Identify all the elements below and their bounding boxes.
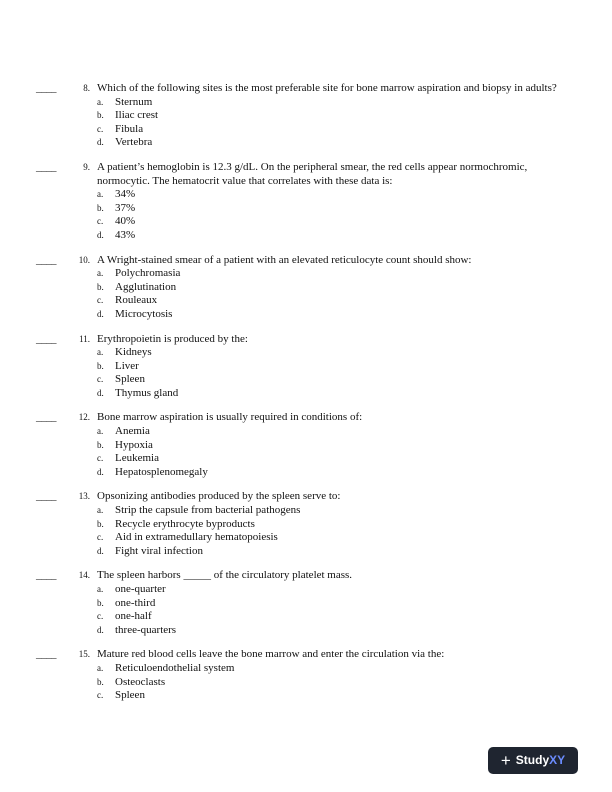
answer-blank: ____	[36, 332, 56, 345]
option-letter: a.	[97, 426, 104, 437]
option-letter: a.	[97, 662, 104, 673]
option-text: Spleen	[115, 689, 145, 702]
answer-option	[97, 597, 576, 611]
question-number: 11.	[79, 333, 90, 344]
option-letter: b.	[97, 676, 104, 687]
option-text: Fight viral infection	[115, 544, 203, 557]
option-text: Fibula	[115, 122, 144, 135]
question-stem: Erythropoietin is produced by the:	[97, 332, 248, 345]
option-letter: d.	[97, 137, 104, 148]
answer-option	[97, 136, 576, 150]
answer-blank: ____	[36, 569, 56, 582]
question-number: 8.	[83, 83, 90, 93]
option-text: 37%	[115, 201, 136, 214]
answer-option	[97, 109, 576, 123]
option-letter: c.	[97, 216, 104, 227]
question-stem: A Wright-stained smear of a patient with an elevated reticulocyte count should show:	[97, 253, 472, 266]
answer-option	[97, 676, 576, 690]
answer-option	[97, 360, 576, 374]
question-body	[97, 490, 576, 558]
option-letter: b.	[97, 518, 104, 529]
option-letter: a.	[97, 347, 104, 358]
question-item	[36, 490, 576, 558]
option-text: Osteoclasts	[115, 675, 166, 688]
question-number: 12.	[78, 412, 90, 423]
logo-brand-accent: XY	[549, 752, 566, 767]
option-text: Iliac crest	[115, 109, 159, 122]
question-stem: The spleen harbors _____ of the circulatory platelet mass.	[97, 569, 353, 582]
question-item	[36, 82, 576, 150]
question-item	[36, 161, 576, 243]
option-letter: b.	[97, 110, 104, 121]
logo-brand-main: Study	[515, 752, 550, 767]
answer-options	[97, 267, 576, 321]
option-text: Liver	[115, 359, 139, 372]
option-letter: b.	[97, 281, 104, 292]
question-body	[97, 411, 576, 479]
answer-blank: ____	[36, 411, 56, 424]
answer-option	[97, 267, 576, 281]
answer-blank: ____	[36, 82, 56, 94]
option-text: Agglutination	[115, 280, 177, 293]
answer-option	[97, 281, 576, 295]
option-text: one-third	[115, 596, 156, 609]
answer-option	[97, 610, 576, 624]
option-letter: c.	[97, 123, 104, 134]
answer-option	[97, 689, 576, 703]
question-body	[97, 161, 576, 243]
answer-option	[97, 545, 576, 559]
question-stem: A patient’s hemoglobin is 12.3 g/dL. On the peripheral smear, the red cells appear normochromic, normocytic. The hematocrit value that correlates with these data is:	[97, 160, 528, 187]
option-text: Sternum	[115, 95, 153, 108]
answer-option	[97, 202, 576, 216]
option-letter: d.	[97, 545, 104, 556]
answer-option	[97, 308, 576, 322]
answer-option	[97, 425, 576, 439]
answer-option	[97, 439, 576, 453]
option-text: Thymus gland	[115, 386, 179, 399]
option-letter: d.	[97, 308, 104, 319]
question-item	[36, 569, 576, 637]
answer-options	[97, 96, 576, 150]
question-stem: Opsonizing antibodies produced by the spleen serve to:	[97, 490, 341, 503]
option-letter: c.	[97, 532, 104, 543]
option-letter: c.	[97, 611, 104, 622]
answer-blank: ____	[36, 648, 56, 661]
option-text: 40%	[115, 215, 136, 228]
option-letter: a.	[97, 268, 104, 279]
question-body	[97, 254, 576, 322]
option-text: three-quarters	[115, 623, 177, 636]
studyxy-logo[interactable]	[488, 747, 578, 774]
question-number: 10.	[78, 254, 90, 265]
answer-option	[97, 662, 576, 676]
answer-option	[97, 96, 576, 110]
option-letter: b.	[97, 597, 104, 608]
option-letter: c.	[97, 295, 104, 306]
option-letter: b.	[97, 202, 104, 213]
option-letter: a.	[97, 584, 104, 594]
answer-option	[97, 452, 576, 466]
answer-option	[97, 188, 576, 202]
question-number: 13.	[78, 491, 90, 502]
option-text: Polychromasia	[115, 267, 181, 280]
option-letter: a.	[97, 189, 104, 200]
answer-blank: ____	[36, 490, 56, 503]
option-text: Hepatosplenomegaly	[115, 465, 208, 478]
answer-options	[97, 662, 576, 703]
answer-option	[97, 466, 576, 480]
option-letter: d.	[97, 229, 104, 240]
option-letter: c.	[97, 374, 104, 385]
question-stem: Mature red blood cells leave the bone marrow and enter the circulation via the:	[97, 648, 445, 661]
answer-blank: ____	[36, 160, 56, 173]
question-number: 15.	[78, 649, 90, 660]
answer-options	[97, 425, 576, 479]
option-text: 43%	[115, 228, 136, 241]
option-letter: c.	[97, 690, 104, 701]
question-body	[97, 333, 576, 401]
option-text: Leukemia	[115, 452, 159, 465]
option-text: Reticuloendothelial system	[115, 661, 235, 674]
question-stem: Bone marrow aspiration is usually required in conditions of:	[97, 411, 363, 424]
option-letter: a.	[97, 96, 104, 107]
option-letter: c.	[97, 453, 104, 464]
option-text: Spleen	[115, 373, 145, 386]
answer-options	[97, 583, 576, 637]
option-text: Kidneys	[115, 346, 152, 359]
answer-option	[97, 387, 576, 401]
option-letter: a.	[97, 505, 104, 516]
question-item	[36, 411, 576, 479]
answer-option	[97, 583, 576, 597]
plus-icon: +	[500, 751, 511, 770]
option-text: Anemia	[115, 425, 150, 438]
option-text: Vertebra	[115, 136, 153, 149]
option-text: Recycle erythrocyte byproducts	[115, 517, 255, 530]
answer-blank: ____	[36, 253, 56, 266]
question-item	[36, 648, 576, 702]
answer-option	[97, 346, 576, 360]
option-text: 34%	[115, 188, 136, 201]
answer-option	[97, 294, 576, 308]
option-text: Rouleaux	[115, 294, 158, 307]
option-text: Strip the capsule from bacterial pathogens	[115, 504, 301, 517]
question-item	[36, 254, 576, 322]
answer-option	[97, 504, 576, 518]
option-letter: d.	[97, 624, 104, 635]
option-text: Hypoxia	[115, 438, 153, 451]
option-letter: d.	[97, 387, 104, 398]
option-letter: b.	[97, 360, 104, 371]
answer-option	[97, 215, 576, 229]
answer-option	[97, 229, 576, 243]
option-text: one-quarter	[115, 583, 166, 595]
answer-options	[97, 188, 576, 242]
answer-option	[97, 518, 576, 532]
answer-options	[97, 346, 576, 400]
answer-option	[97, 123, 576, 137]
question-stem: Which of the following sites is the most preferable site for bone marrow aspiration and biopsy in adults?	[97, 82, 557, 94]
question-list	[36, 82, 576, 714]
answer-options	[97, 504, 576, 558]
option-text: one-half	[115, 610, 152, 623]
option-letter: d.	[97, 466, 104, 477]
answer-option	[97, 531, 576, 545]
question-number: 14.	[78, 570, 90, 581]
option-letter: b.	[97, 439, 104, 450]
question-body	[97, 569, 576, 637]
option-text: Aid in extramedullary hematopoiesis	[115, 531, 278, 544]
question-number: 9.	[83, 161, 90, 172]
question-item	[36, 333, 576, 401]
answer-option	[97, 373, 576, 387]
answer-option	[97, 624, 576, 638]
question-body	[97, 648, 576, 702]
option-text: Microcytosis	[115, 307, 173, 320]
question-body	[97, 82, 576, 150]
